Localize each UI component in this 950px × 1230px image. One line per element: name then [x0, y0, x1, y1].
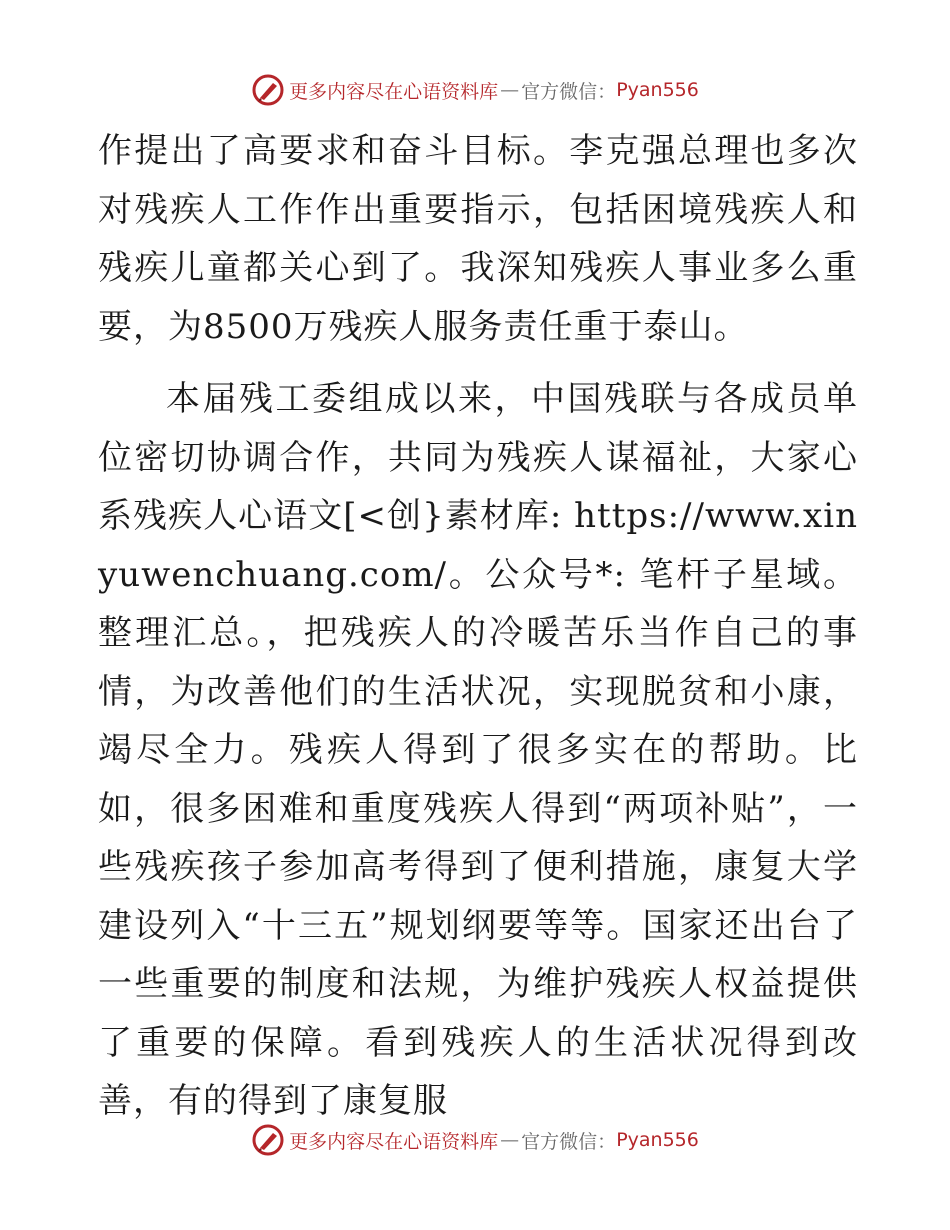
document-body — [98, 122, 858, 1131]
watermark-separator: — — [500, 1129, 520, 1151]
watermark-separator: — — [500, 79, 520, 101]
paragraph-continued: 作提出了高要求和奋斗目标。李克强总理也多次对残疾人工作作出重要指示，包括困境残疾人和残疾儿童都关心到了。我深知残疾人事业多么重要，为8500万残疾人服务责任重于泰山。 — [98, 131, 858, 347]
paragraph-main: 本届残工委组成以来，中国残联与各成员单位密切协调合作，共同为残疾人谋福祉，大家心系残疾人心语文[<创}素材库: https://www.xinyuwenchuang.com/。公众号*: 笔杆子星域。整理汇总。，把残疾人的冷暖苦乐当作自己的事情，为改善他们的生活状况，实现脱贫和小康，竭尽全力。残疾人得到了很多实在的帮助。比如，很多困难和重度残疾人得到“两项补贴”，一些残疾孩子参加高考得到了便利措施，康复大学建设列入“十三五”规划纲要等等。国家还出台了一些重要的制度和法规，为维护残疾人权益提供了重要的保障。看到残疾人的生活状况得到改善，有的得到了康复服 — [98, 379, 858, 1121]
watermark-footer — [0, 1120, 950, 1160]
watermark-site-text: 更多内容尽在心语资料库 — [289, 1130, 499, 1153]
watermark-label: 官方微信： — [521, 80, 617, 103]
watermark-header — [0, 70, 950, 110]
watermark-wechat-id: Pyan556 — [616, 1129, 699, 1151]
pen-logo-icon — [251, 73, 285, 107]
watermark-wechat-id: Pyan556 — [616, 79, 699, 101]
watermark-site-text: 更多内容尽在心语资料库 — [289, 80, 499, 103]
pen-logo-icon — [251, 1123, 285, 1157]
watermark-label: 官方微信： — [521, 1130, 617, 1153]
